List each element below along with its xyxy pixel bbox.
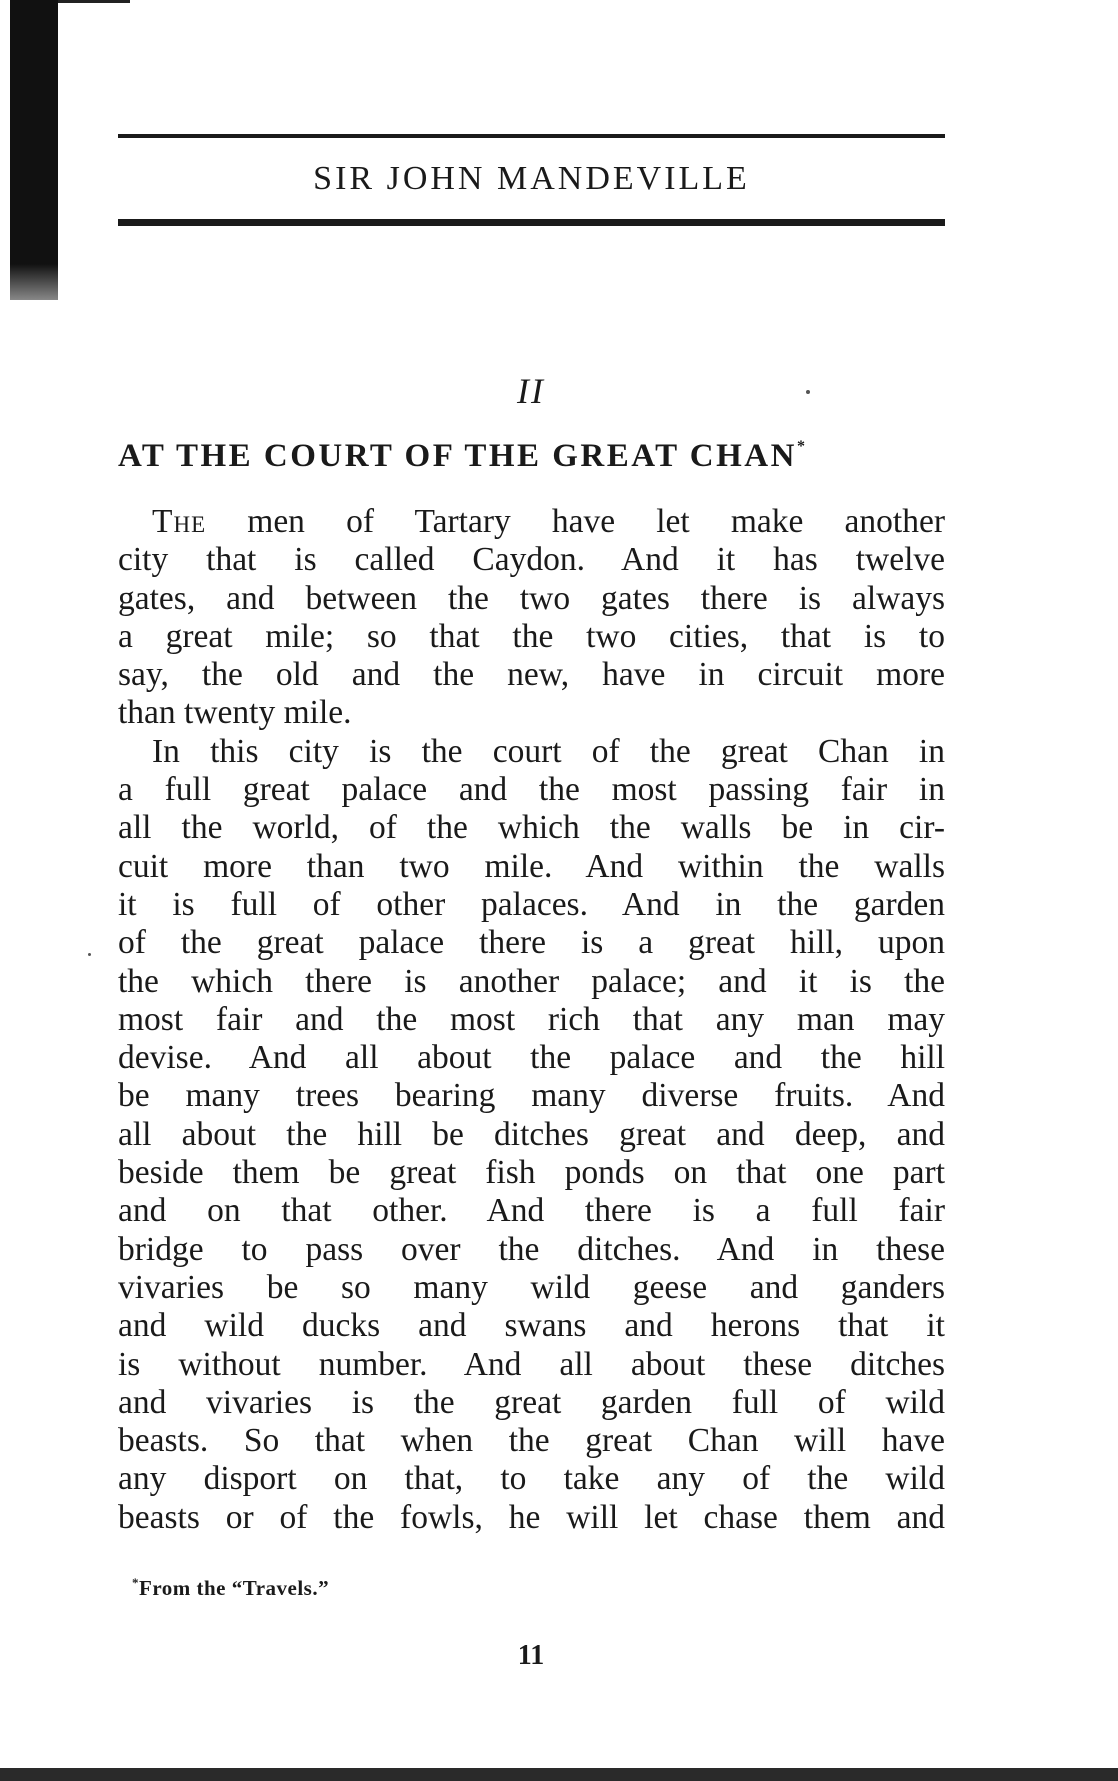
text-line: say, the old and the new, have in circuit more [118, 656, 945, 694]
text-line: In this city is the court of the great Chan in [152, 732, 945, 770]
footnote-text: From the “Travels.” [139, 1576, 330, 1600]
text-line: any disport on that, to take any of the wild [118, 1460, 945, 1498]
text-line: it is full of other palaces. And in the garden [118, 885, 945, 923]
text-line: all about the hill be ditches great and deep, and [118, 1115, 945, 1153]
text-line: than twenty mile. [118, 694, 352, 732]
chapter-title [118, 438, 948, 475]
text-line: bridge to pass over the ditches. And in these [118, 1230, 945, 1268]
text-line: a great mile; so that the two cities, that is to [118, 617, 945, 655]
text-line: beside them be great fish ponds on that one part [118, 1154, 945, 1192]
text-line [118, 503, 945, 541]
chapter-number: II [517, 371, 545, 411]
footnote-marker: * [796, 438, 808, 455]
text-line: gates, and between the two gates there is always [118, 579, 945, 617]
text-line: beasts or of the fowls, he will let chase them and [118, 1498, 945, 1536]
binding-top-edge [58, 0, 130, 3]
text-line: and on that other. And there is a full fair [118, 1192, 945, 1230]
text-line: city that is called Caydon. And it has twelve [118, 541, 945, 579]
binding-shadow [10, 0, 58, 300]
text-line: the which there is another palace; and it is the [118, 962, 945, 1000]
text-line: of the great palace there is a great hill, upon [118, 924, 945, 962]
text-line: be many trees bearing many diverse fruits. And [118, 1077, 945, 1115]
text-line: is without number. And all about these ditches [118, 1345, 945, 1383]
chapter-title-text: AT THE COURT OF THE GREAT CHAN [118, 438, 797, 474]
text-line: devise. And all about the palace and the hill [118, 1039, 945, 1077]
text-line: vivaries be so many wild geese and ganders [118, 1268, 945, 1306]
print-speck [806, 390, 810, 394]
footnote [132, 1575, 329, 1601]
page-bottom-edge [0, 1768, 1118, 1781]
text-line: all the world, of the which the walls be in cir- [118, 809, 945, 847]
text-line: beasts. So that when the great Chan will have [118, 1422, 945, 1460]
print-speck [88, 953, 91, 956]
text-line: most fair and the most rich that any man may [118, 1000, 945, 1038]
header-rule-bottom [118, 219, 945, 226]
footnote-marker: * [132, 1575, 139, 1590]
text-line: and wild ducks and swans and herons that it [118, 1307, 945, 1345]
text-line: a full great palace and the most passing fair in [118, 771, 945, 809]
text-line-rest: men of Tartary have let make another [206, 503, 945, 540]
lead-small-caps: The [152, 503, 207, 540]
header-rule-top [118, 134, 945, 138]
text-line: cuit more than two mile. And within the walls [118, 847, 945, 885]
body-text [118, 503, 945, 1537]
text-line: and vivaries is the great garden full of wild [118, 1383, 945, 1421]
page-number: 11 [517, 1640, 545, 1671]
running-head: SIR JOHN MANDEVILLE [313, 160, 750, 197]
